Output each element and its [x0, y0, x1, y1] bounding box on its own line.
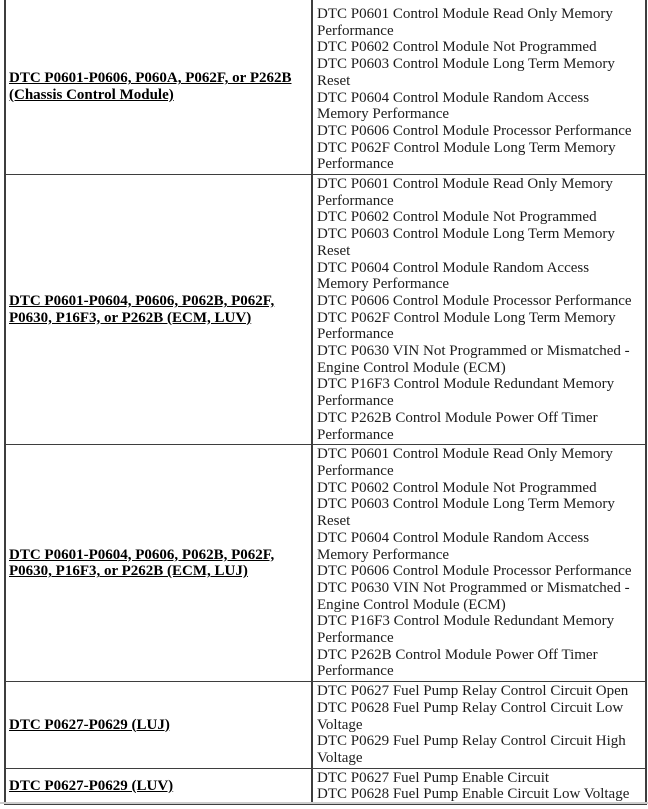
- dtc-description-line: DTC P0606 Control Module Processor Performance: [317, 292, 632, 309]
- dtc-description-line: Reset: [317, 72, 351, 89]
- dtc-description-line: DTC P0602 Control Module Not Programmed: [317, 209, 597, 226]
- code-group-cell: [5, 0, 312, 175]
- dtc-description-line: DTC P0603 Control Module Long Term Memory: [317, 226, 615, 243]
- dtc-description-line: Engine Control Module (ECM): [317, 359, 506, 376]
- dtc-list-cell: [312, 768, 646, 804]
- code-group-cell: [5, 175, 312, 445]
- dtc-description-line: DTC P0604 Control Module Random Access: [317, 529, 590, 546]
- dtc-description-line: DTC P0628 Fuel Pump Relay Control Circuit Low: [317, 699, 624, 716]
- table-row: [5, 0, 646, 175]
- code-group-cell: [5, 768, 312, 804]
- table-row: [5, 768, 646, 804]
- dtc-list: [317, 6, 644, 173]
- dtc-description-line: Reset: [317, 513, 351, 530]
- dtc-description-line: Memory Performance: [317, 546, 450, 563]
- code-group-link[interactable]: [9, 293, 309, 326]
- dtc-description-line: DTC P0606 Control Module Processor Performance: [317, 122, 632, 139]
- dtc-description-line: Memory Performance: [317, 276, 450, 293]
- dtc-description-line: DTC P0627 Fuel Pump Relay Control Circuit Open: [317, 683, 629, 700]
- dtc-description-line: DTC P0606 Control Module Processor Performance: [317, 563, 632, 580]
- dtc-description-line: Performance: [317, 393, 394, 410]
- dtc-list: [317, 176, 644, 443]
- code-group-line: DTC P0601-P0604, P0606, P062B, P062F,: [9, 292, 275, 309]
- dtc-description-line: DTC P0602 Control Module Not Programmed: [317, 479, 597, 496]
- code-group-line: P0630, P16F3, or P262B (ECM, LUJ): [9, 563, 248, 580]
- dtc-description-line: Voltage: [317, 716, 363, 733]
- code-group-cell: [5, 682, 312, 769]
- dtc-table-body: [5, 0, 646, 805]
- dtc-description-line: Memory Performance: [317, 106, 450, 123]
- dtc-table: [4, 0, 647, 805]
- table-row: [5, 445, 646, 682]
- dtc-description-line: DTC P0602 Control Module Not Programmed: [317, 39, 597, 56]
- dtc-description-line: DTC P16F3 Control Module Redundant Memory: [317, 613, 615, 630]
- dtc-description-line: DTC P0601 Control Module Read Only Memory: [317, 446, 613, 463]
- dtc-description-line: DTC P0601 Control Module Read Only Memory: [317, 6, 613, 22]
- dtc-description-line: DTC P0629 Fuel Pump Relay Control Circuit High: [317, 733, 626, 750]
- code-group-line: DTC P0601-P0604, P0606, P062B, P062F,: [9, 546, 275, 563]
- dtc-description-line: DTC P062F Control Module Long Term Memory: [317, 139, 616, 156]
- dtc-list: [317, 770, 644, 803]
- code-group-link[interactable]: [9, 778, 309, 795]
- dtc-description-line: DTC P0630 VIN Not Programmed or Mismatched -: [317, 579, 630, 596]
- dtc-description-line: DTC P16F3 Control Module Redundant Memory: [317, 376, 615, 393]
- code-group-line: DTC P0627-P0629 (LUJ): [9, 716, 170, 733]
- dtc-description-line: Engine Control Module (ECM): [317, 596, 506, 613]
- dtc-description-line: DTC P0628 Fuel Pump Enable Circuit Low Voltage: [317, 786, 630, 803]
- code-group-cell: [5, 445, 312, 682]
- dtc-description-line: DTC P0601 Control Module Read Only Memory: [317, 176, 613, 193]
- table-row: [5, 682, 646, 769]
- dtc-description-line: Performance: [317, 462, 394, 479]
- code-group-line: DTC P0601-P0606, P060A, P062F, or P262B: [9, 70, 292, 87]
- dtc-description-line: DTC P0604 Control Module Random Access: [317, 89, 590, 106]
- dtc-list-cell: [312, 445, 646, 682]
- dtc-description-line: Reset: [317, 242, 351, 259]
- dtc-description-line: DTC P062F Control Module Long Term Memory: [317, 309, 616, 326]
- dtc-description-line: Performance: [317, 630, 394, 647]
- dtc-list-cell: [312, 682, 646, 769]
- dtc-description-line: Voltage: [317, 749, 363, 766]
- code-group-link[interactable]: [9, 717, 309, 734]
- dtc-description-line: Performance: [317, 156, 394, 173]
- dtc-list: [317, 446, 644, 680]
- code-group-link[interactable]: [9, 547, 309, 580]
- page-bottom-cut-artifact: [0, 802, 648, 804]
- dtc-description-line: Performance: [317, 663, 394, 680]
- code-group-line: (Chassis Control Module): [9, 87, 174, 104]
- dtc-description-line: Performance: [317, 426, 394, 443]
- dtc-description-line: Performance: [317, 326, 394, 343]
- dtc-description-line: DTC P0627 Fuel Pump Enable Circuit: [317, 769, 550, 786]
- dtc-description-line: Performance: [317, 22, 394, 39]
- dtc-list-cell: [312, 0, 646, 175]
- code-group-line: P0630, P16F3, or P262B (ECM, LUV): [9, 309, 252, 326]
- dtc-description-line: Performance: [317, 192, 394, 209]
- dtc-description-line: DTC P0604 Control Module Random Access: [317, 259, 590, 276]
- dtc-description-line: DTC P0630 VIN Not Programmed or Mismatched -: [317, 343, 630, 360]
- dtc-description-line: DTC P262B Control Module Power Off Timer: [317, 646, 598, 663]
- dtc-description-line: DTC P0603 Control Module Long Term Memory: [317, 56, 615, 73]
- table-row: [5, 175, 646, 445]
- code-group-line: DTC P0627-P0629 (LUV): [9, 777, 174, 794]
- code-group-link[interactable]: [9, 70, 309, 103]
- dtc-description-line: DTC P262B Control Module Power Off Timer: [317, 409, 598, 426]
- dtc-list: [317, 683, 644, 767]
- dtc-description-line: DTC P0603 Control Module Long Term Memory: [317, 496, 615, 513]
- dtc-list-cell: [312, 175, 646, 445]
